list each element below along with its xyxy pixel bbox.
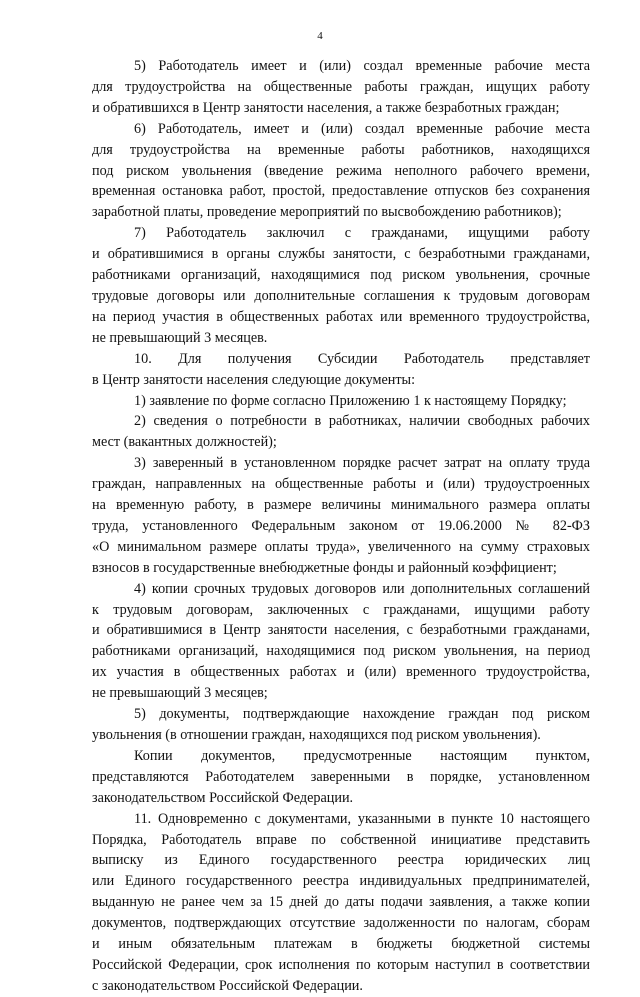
paragraph-section-10 xyxy=(92,349,590,391)
text-line: 4) копии срочных трудовых договоров или дополнительных соглашений xyxy=(134,580,590,597)
text-line: труда, установленного Федеральным законом от 19.06.2000 № 82-ФЗ xyxy=(92,517,590,534)
text-line: в Центр занятости населения следующие документы: xyxy=(92,371,416,388)
text-line: документов, подтверждающих отсутствие задолженности по налогам, сборам xyxy=(92,915,590,932)
paragraph-item-6 xyxy=(92,119,590,224)
text-line: заработной платы, проведение мероприятий по высвобождению работников); xyxy=(92,204,562,221)
text-line: 5) Работодатель имеет и (или) создал временные рабочие места xyxy=(134,58,590,74)
text-line: и обратившимися в органы службы занятости, с безработными гражданами, xyxy=(92,246,590,263)
text-line: 7) Работодатель заключил с гражданами, ищущими работу xyxy=(134,225,590,242)
text-line: представляются Работодателем заверенными в порядке, установленном xyxy=(92,768,590,785)
text-line: не превышающий 3 месяцев. xyxy=(92,329,268,346)
text-line: и иным обязательным платежам в бюджеты бюджетной системы xyxy=(92,936,590,953)
text-line: Копии документов, предусмотренные настоящим пунктом, xyxy=(134,747,590,764)
text-line: 3) заверенный в установленном порядке расчет затрат на оплату труда xyxy=(134,455,590,472)
text-line: трудовые договоры или дополнительные соглашения к трудовым договорам xyxy=(92,287,590,304)
text-line: и обратившимися в Центр занятости населения, с безработными гражданами, xyxy=(92,622,590,639)
paragraph-item-7 xyxy=(92,223,590,348)
text-line: выданную не ранее чем за 15 дней до даты подачи заявления, а также копии xyxy=(92,894,590,911)
text-line: выписку из Единого государственного реестра юридических лиц xyxy=(92,852,590,869)
text-line: «О минимальном размере оплаты труда», увеличенного на сумму страховых xyxy=(92,538,590,555)
text-line: 1) заявление по форме согласно Приложению 1 к настоящему Порядку; xyxy=(134,392,567,409)
text-line: с законодательством Российской Федерации. xyxy=(92,977,363,994)
text-line: 10. Для получения Субсидии Работодатель представляет xyxy=(134,350,590,367)
text-line: не превышающий 3 месяцев; xyxy=(92,685,268,702)
text-line: взносов в государственные внебюджетные фонды и районный коэффициент; xyxy=(92,559,557,576)
text-line: для трудоустройства на временные работы работников, находящихся xyxy=(92,141,590,158)
paragraph-section-11 xyxy=(92,809,590,997)
text-line: под риском увольнения (введение режима неполного рабочего времени, xyxy=(92,162,590,179)
paragraph-item-5 xyxy=(92,56,590,119)
text-line: мест (вакантных должностей); xyxy=(92,434,277,451)
text-line: на временную работу, в размере величины минимального размера оплаты xyxy=(92,497,590,514)
text-line: граждан, направленных на общественные работы и (или) трудоустроенных xyxy=(92,476,590,493)
text-line: их участия в общественных работах и (или) временного трудоустройства, xyxy=(92,664,590,681)
paragraph-doc-5 xyxy=(92,704,590,746)
paragraph-doc-3 xyxy=(92,453,590,578)
text-line: 11. Одновременно с документами, указанными в пункте 10 настоящего xyxy=(134,810,590,827)
text-line: к трудовым договорам, заключенных с гражданами, ищущими работу xyxy=(92,601,590,618)
text-line: работниками организаций, находящимися под риском увольнения, на период xyxy=(92,643,590,660)
text-line: 2) сведения о потребности в работниках, наличии свободных рабочих xyxy=(134,413,590,430)
page-number: 4 xyxy=(317,30,323,42)
text-line: и обратившихся в Центр занятости населения, а также безработных граждан; xyxy=(92,99,560,116)
text-line: Порядка, Работодатель вправе по собственной инициативе представить xyxy=(92,831,590,848)
paragraph-doc-2 xyxy=(92,411,590,453)
paragraph-doc-1 xyxy=(92,391,590,412)
paragraph-doc-4 xyxy=(92,579,590,704)
text-line: увольнения (в отношении граждан, находящихся под риском увольнения). xyxy=(92,727,541,743)
text-line: на период участия в общественных работах или временного трудоустройства, xyxy=(92,308,590,325)
paragraph-copies-note xyxy=(92,746,590,809)
text-line: 5) документы, подтверждающие нахождение граждан под риском xyxy=(134,706,590,723)
text-line: законодательством Российской Федерации. xyxy=(92,789,354,806)
text-line: для трудоустройства на общественные работы граждан, ищущих работу xyxy=(92,78,590,95)
text-line: 6) Работодатель, имеет и (или) создал временные рабочие места xyxy=(134,120,590,137)
text-line: работниками организаций, находящимися под риском увольнения, срочные xyxy=(92,267,590,284)
text-line: или Единого государственного реестра индивидуальных предпринимателей, xyxy=(92,873,590,890)
text-line: временная остановка работ, простой, предоставление отпусков без сохранения xyxy=(92,183,590,200)
document-body xyxy=(92,56,590,997)
text-line: Российской Федерации, срок исполнения по которым наступил в соответствии xyxy=(92,956,590,973)
